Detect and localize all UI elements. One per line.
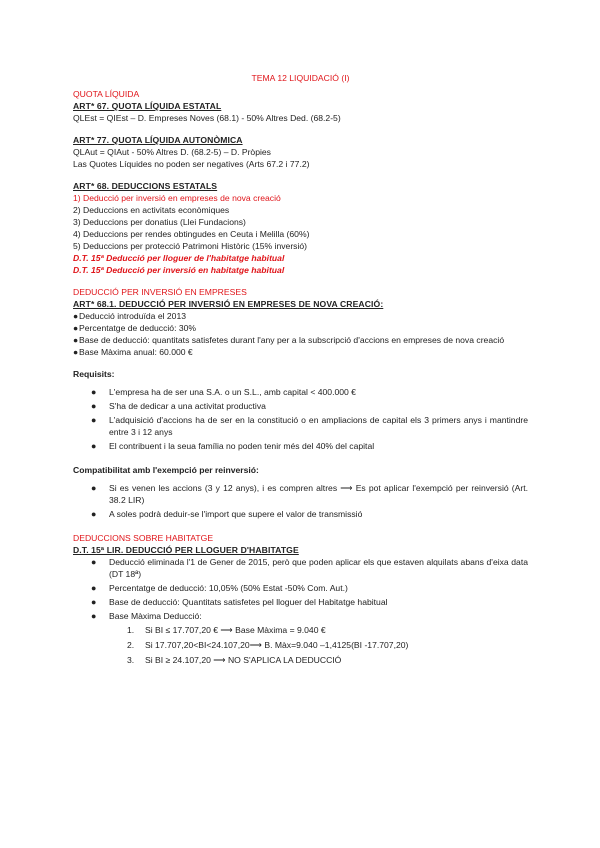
requisit-item: ● S'ha de dedicar a una activitat productiva — [91, 401, 266, 411]
art68-item-3: 3) Deduccions per donatius (Llei Fundacions) — [73, 217, 246, 227]
habitatge-item: ● Base de deducció: Quantitats satisfetes pel lloguer del Habitatge habitual — [91, 597, 388, 607]
section-heading-quota-liquida: QUOTA LÍQUIDA — [73, 89, 140, 99]
section-heading-habitatge: DEDUCCIONS SOBRE HABITATGE — [73, 533, 214, 543]
habitatge-item: ● Deducció eliminada l'1 de Gener de 2015, però que poden aplicar els que estaven alquilats abans d'eixa data (DT 18ª) — [91, 557, 528, 579]
bullet-icon: ● — [73, 347, 79, 357]
dt15-lloguer: D.T. 15ª Deducció per lloguer de l'habitatge habitual — [73, 253, 285, 263]
compatibilitat-label: Compatibilitat amb l'exempció per reinversió: — [73, 465, 259, 475]
numbered-item: 3. Si BI ≥ 24.107,20 ⟶ NO S'APLICA LA DEDUCCIÓ — [127, 655, 342, 665]
document-page — [73, 72, 528, 669]
requisit-item: ● L'adquisició d'accions ha de ser en la constitució o en ampliacions de capital els 3 primers anys i mantindre entre 3 i 12 anys — [91, 415, 528, 437]
requisit-item: ● El contribuent i la seua família no poden tenir més del 40% del capital — [91, 441, 375, 451]
art68-1-title: ART* 68.1. DEDUCCIÓ PER INVERSIÓ EN EMPRESES DE NOVA CREACIÓ: — [73, 299, 384, 309]
bullet-icon: ● — [91, 483, 97, 493]
bullet-icon: ● — [73, 323, 79, 333]
bullet-icon: ● — [91, 509, 97, 519]
compat-item: ● Si es venen les accions (3 y 12 anys), i es compren altres ⟶ Es pot aplicar l'exempció per reinversió (Art. 38.2 LIR) — [91, 483, 528, 505]
art68-title: ART* 68. DEDUCCIONS ESTATALS — [73, 181, 218, 191]
habitatge-item: ● Percentatge de deducció: 10,05% (50% Estat -50% Com. Aut.) — [91, 583, 348, 593]
list-item: ● Deducció introduïda el 2013 — [73, 311, 187, 321]
requisit-item: ● L'empresa ha de ser una S.A. o un S.L., amb capital < 400.000 € — [91, 387, 356, 397]
dt15-inversio: D.T. 15ª Deducció per inversió en habitatge habitual — [73, 265, 285, 275]
bullet-icon: ● — [73, 311, 79, 321]
bullet-icon: ● — [73, 335, 79, 345]
art67-title: ART* 67. QUOTA LÍQUIDA ESTATAL — [73, 101, 222, 111]
list-item: ● Base de deducció: quantitats satisfetes durant l'any per a la subscripció d'accions en empreses de nova creació — [73, 335, 505, 345]
habitatge-item: ● Base Màxima Deducció: — [91, 611, 202, 621]
art68-item-2: 2) Deduccions en activitats econòmiques — [73, 205, 230, 215]
requisits-label: Requisits: — [73, 369, 115, 379]
dt15-lir-title: D.T. 15ª LIR. DEDUCCIÓ PER LLOGUER D'HABITATGE — [73, 545, 299, 555]
bullet-icon: ● — [91, 401, 97, 411]
bullet-icon: ● — [91, 387, 97, 397]
art77-note: Las Quotes Líquides no poden ser negatives (Arts 67.2 i 77.2) — [73, 159, 310, 169]
numbered-item: 2. Si 17.707,20<BI<24.107,20⟶ B. Màx=9.040 –1,4125(BI -17.707,20) — [127, 640, 409, 650]
art77-formula: QLAut = QIAut - 50% Altres D. (68.2-5) – D. Pròpies — [73, 147, 271, 157]
bullet-icon: ● — [91, 415, 97, 425]
art68-item-5: 5) Deduccions per protecció Patrimoni Històric (15% inversió) — [73, 241, 308, 251]
bullet-icon: ● — [91, 583, 97, 593]
art68-item-1: 1) Deducció per inversió en empreses de nova creació — [73, 193, 281, 203]
art67-formula: QLEst = QIEst – D. Empreses Noves (68.1) - 50% Altres Ded. (68.2-5) — [73, 113, 341, 123]
list-item: ● Base Màxima anual: 60.000 € — [73, 347, 193, 357]
art77-title: ART* 77. QUOTA LÍQUIDA AUTONÒMICA — [73, 135, 243, 145]
bullet-icon: ● — [91, 441, 97, 451]
numbered-item: 1. Si BI ≤ 17.707,20 € ⟶ Base Màxima = 9.040 € — [127, 625, 326, 635]
art68-item-4: 4) Deduccions per rendes obtingudes en Ceuta i Melilla (60%) — [73, 229, 310, 239]
section-heading-inversio-empreses: DEDUCCIÓ PER INVERSIÓ EN EMPRESES — [73, 287, 247, 297]
bullet-icon: ● — [91, 597, 97, 607]
page-title: TEMA 12 LIQUIDACIÓ (I) — [251, 73, 350, 83]
list-item: ● Percentatge de deducció: 30% — [73, 323, 197, 333]
bullet-icon: ● — [91, 611, 97, 621]
bullet-icon: ● — [91, 557, 97, 567]
compat-item: ● A soles podrà deduir-se l'import que supere el valor de transmissió — [91, 509, 363, 519]
